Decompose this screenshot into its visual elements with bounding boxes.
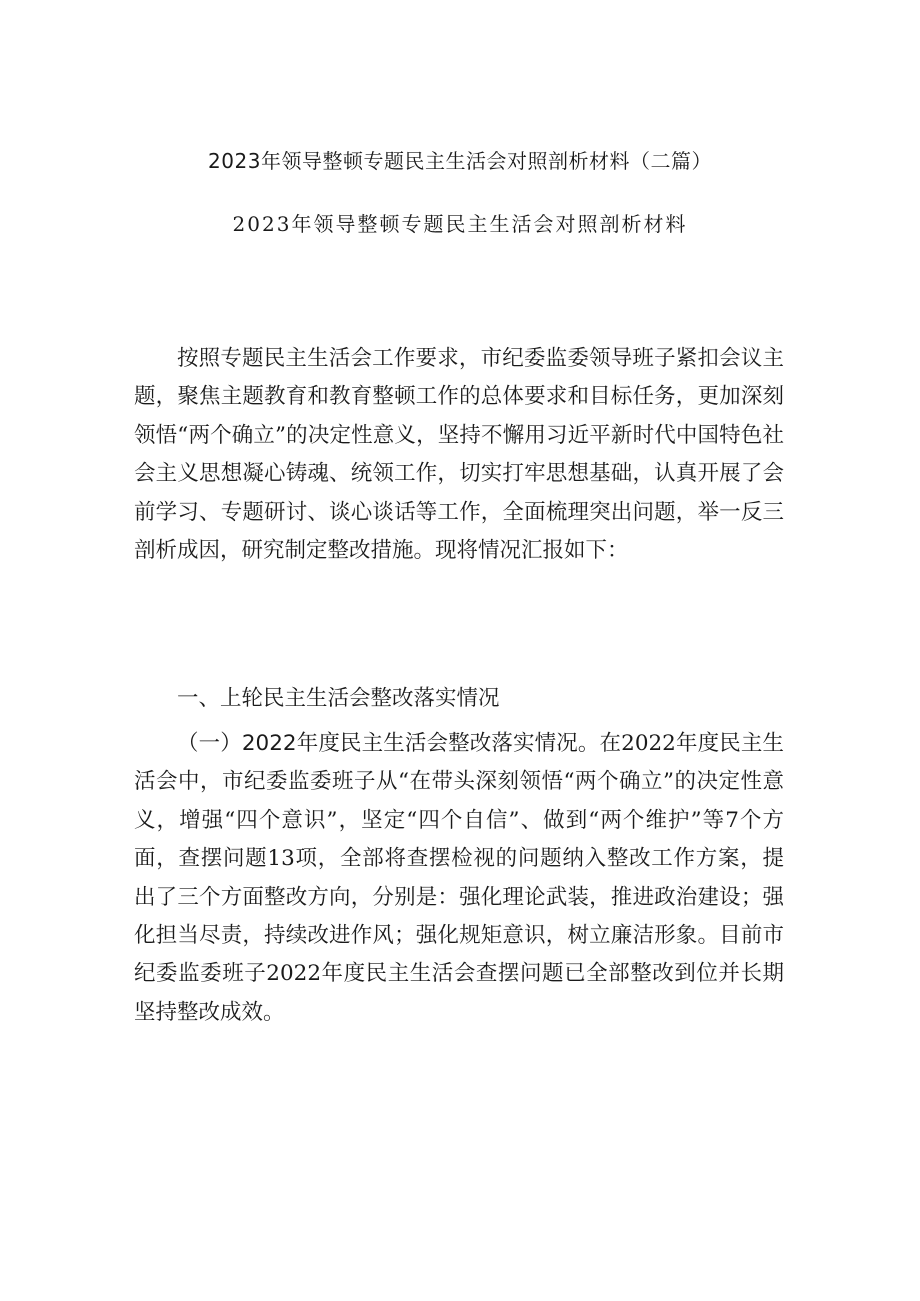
subsection-lead: （一）2022年度民主生活会整改落实情况。 — [177, 731, 600, 756]
subsection-body: 在2022年度民主生活会中，市纪委监委班子从“在带头深刻领悟“两个确立”的决定性意义，增强“四个意识”，坚定“四个自信”、做到“两个维护”等7个方面，查摆问题13项，全部将查摆检视的问题纳入整改工作方案，提出了三个方面整改方向，分别是：强化理论武装，推进政治建设；强化担当尽责，持续改进作风；强化规矩意识，树立廉洁形象。目前市纪委监委班子2022年度民主生活会查摆问题已全部整改到位并长期坚持整改成效。 — [134, 731, 784, 1025]
document-subtitle: 2023年领导整顿专题民主生活会对照剖析材料 — [232, 212, 688, 236]
section-paragraph-text — [134, 725, 784, 1032]
section-heading-text: 一、上轮民主生活会整改落实情况 — [177, 686, 500, 711]
intro-paragraph — [134, 340, 784, 570]
section-paragraph — [134, 725, 784, 1032]
document-title: 2023年领导整顿专题民主生活会对照剖析材料（二篇） — [208, 149, 712, 173]
intro-paragraph-text: 按照专题民主生活会工作要求，市纪委监委领导班子紧扣会议主题，聚焦主题教育和教育整顿工作的总体要求和目标任务，更加深刻领悟“两个确立”的决定性意义，坚持不懈用习近平新时代中国特色社会主义思想凝心铸魂、统领工作，切实打牢思想基础，认真开展了会前学习、专题研讨、谈心谈话等工作，全面梳理突出问题，举一反三剖析成因，研究制定整改措施。现将情况汇报如下： — [134, 346, 784, 564]
section-heading — [134, 680, 784, 718]
